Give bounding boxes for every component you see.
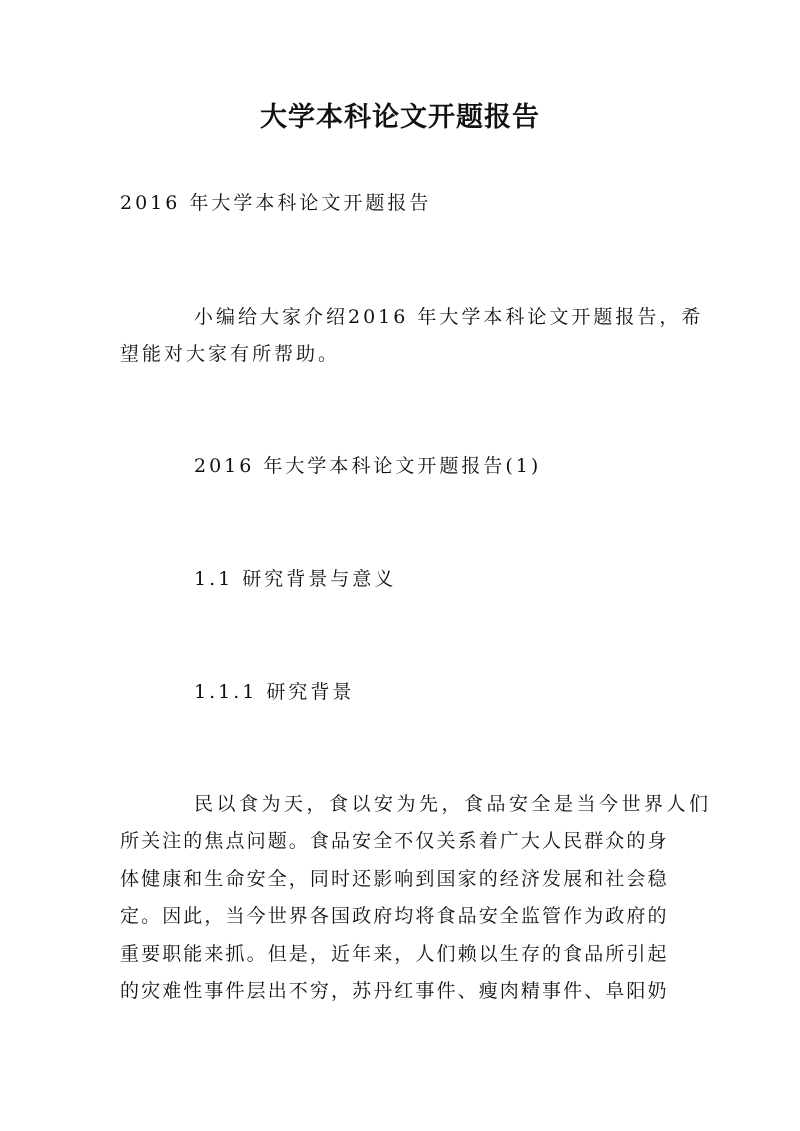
section-heading: 2016 年大学本科论文开题报告(1) (194, 455, 542, 477)
body-line-1: 民以食为天，食以安为先，食品安全是当今世界人们 (194, 793, 712, 815)
intro-line-1: 小编给大家介绍2016 年大学本科论文开题报告，希 (194, 306, 704, 328)
intro-line-2: 望能对大家有所帮助。 (120, 343, 341, 365)
body-line-4: 定。因此，当今世界各国政府均将食品安全监管作为政府的 (120, 905, 669, 927)
document-subtitle: 2016 年大学本科论文开题报告 (120, 192, 432, 214)
body-line-3: 体健康和生命安全，同时还影响到国家的经济发展和社会稳 (120, 868, 669, 890)
heading-1-1-1: 1.1.1 研究背景 (194, 681, 355, 703)
body-line-5: 重要职能来抓。但是，近年来，人们赖以生存的食品所引起 (120, 943, 669, 965)
document-title: 大学本科论文开题报告 (260, 102, 540, 133)
body-line-2: 所关注的焦点问题。食品安全不仅关系着广大人民群众的身 (120, 830, 669, 852)
body-line-6: 的灾难性事件层出不穷，苏丹红事件、瘦肉精事件、阜阳奶 (120, 980, 669, 1002)
heading-1-1: 1.1 研究背景与意义 (194, 568, 397, 590)
